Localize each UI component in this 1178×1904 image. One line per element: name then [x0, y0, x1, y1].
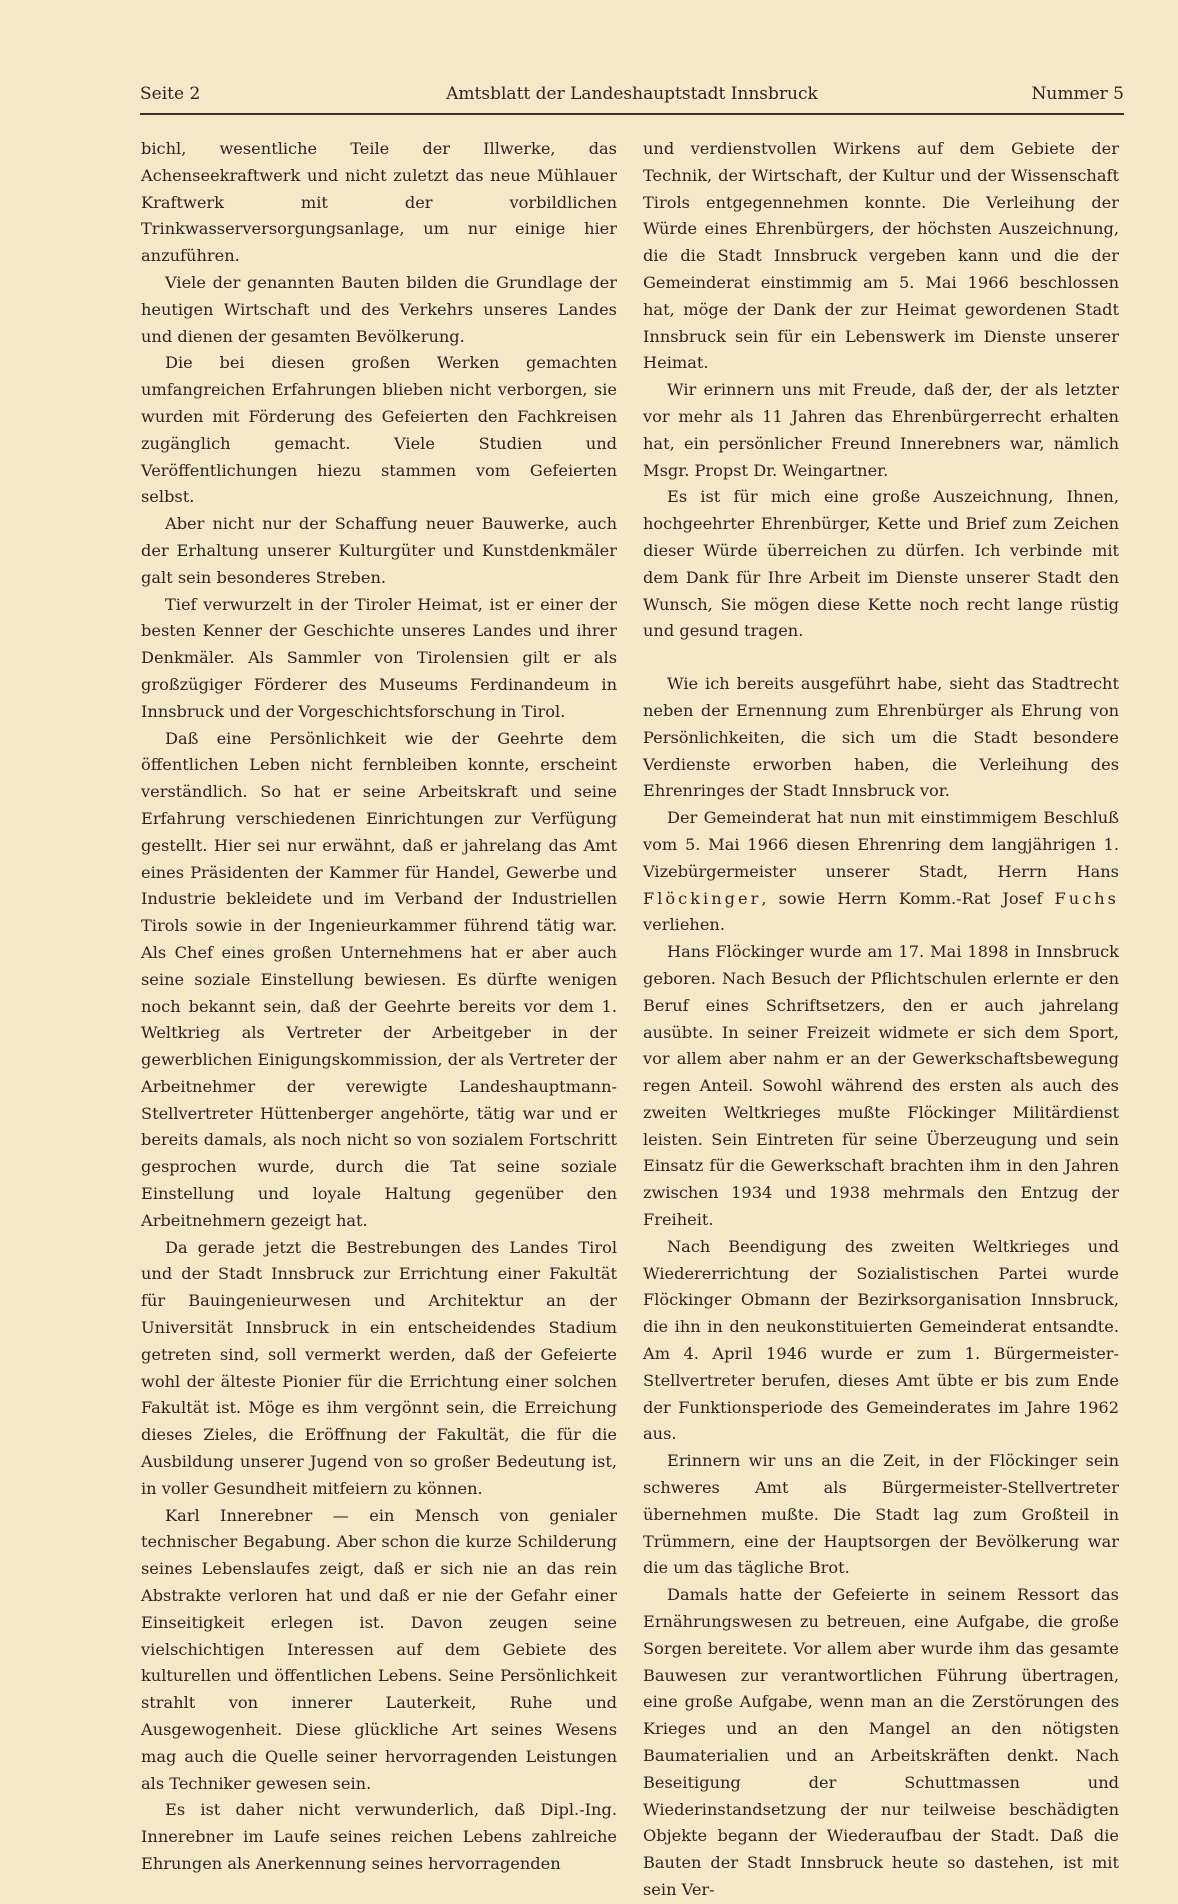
spaced-name: Flöckinger	[643, 888, 762, 908]
publication-title: Amtsblatt der Landeshauptstadt Innsbruck	[446, 84, 818, 104]
paragraph: Die bei diesen großen Werken gemachten umfangreichen Erfahrungen blieben nicht verborgen, sie wurden mit Förderung des Gefeierten den Fachkreisen zugänglich gemacht. Viele Studien und Veröffentlichungen hiezu stammen vom Gefeierten selbst.	[141, 353, 617, 507]
paragraph: Da gerade jetzt die Bestrebungen des Landes Tirol und der Stadt Innsbruck zur Errichtung einer Fakultät für Bauingenieurwesen und Architektur an der Universität Innsbruck in ein entscheidendes Stadium getreten sind, soll vermerkt werden, daß der Gefeierte wohl der älteste Pionier für die Errichtung einer solchen Fakultät ist. Möge es ihm vergönnt sein, die Erreichung dieses Zieles, die Eröffnung der Fakultät, die für die Ausbildung unserer Jugend von so großer Bedeutung ist, in voller Gesundheit mitfeiern zu können.	[141, 1237, 617, 1498]
paragraph: Es ist für mich eine große Auszeichnung, Ihnen, hochgeehrter Ehrenbürger, Kette und Brief zum Zeichen dieser Würde überreichen zu dürfen. Ich verbinde mit dem Dank für Ihre Arbeit im Dienste unserer Stadt den Wunsch, Sie mögen diese Kette noch recht lange rüstig und gesund tragen.	[643, 487, 1119, 641]
paragraph: und verdienstvollen Wirkens auf dem Gebiete der Technik, der Wirtschaft, der Kultur und der Wissenschaft Tirols entgegennehmen konnte. Die Verleihung der Würde eines Ehrenbürgers, der höchsten Auszeichnung, die die Stadt Innsbruck vergeben kann und die der Gemeinderat einstimmig am 5. Mai 1966 beschlossen hat, möge der Dank der zur Heimat gewordenen Stadt Innsbruck sein für ein Lebenswerk im Dienste unserer Heimat.	[643, 139, 1119, 373]
spaced-name: Fuchs	[1054, 888, 1119, 908]
text: Der Gemeinderat hat nun mit einstimmigem Beschluß vom 5. Mai 1966 diesen Ehrenring dem langjährigen 1. Vizebürgermeister unserer Stadt, Herrn Hans	[643, 808, 1119, 881]
paragraph: Tief verwurzelt in der Tiroler Heimat, ist er einer der besten Kenner der Geschichte unseres Landes und ihrer Denkmäler. Als Sammler von Tirolensien gilt er als großzügiger Förderer des Museums Ferdinandeum in Innsbruck und der Vorgeschichtsforschung in Tirol.	[141, 594, 617, 721]
paragraph: bichl, wesentliche Teile der Illwerke, das Achenseekraftwerk und nicht zuletzt das neue Mühlauer Kraftwerk mit der vorbildlichen Trinkwasserversorgungsanlage, um nur einige hier anzuführen.	[141, 139, 617, 266]
paragraph: Viele der genannten Bauten bilden die Grundlage der heutigen Wirtschaft und des Verkehrs unseres Landes und dienen der gesamten Bevölkerung.	[141, 272, 617, 346]
paragraph: Daß eine Persönlichkeit wie der Geehrte dem öffentlichen Leben nicht fernbleiben konnte, erscheint verständlich. So hat er seine Arbeitskraft und seine Erfahrung verschiedenen Einrichtungen zur Verfügung gestellt. Hier sei nur erwähnt, daß er jahrelang das Amt eines Präsidenten der Kammer für Handel, Gewerbe und Industrie bekleidete und im Verband der Industriellen Tirols sowie in der Ingenieurkammer führend tätig war. Als Chef eines großen Unternehmens hat er aber auch seine soziale Einstellung bewiesen. Es dürfte wenigen noch bekannt sein, daß der Geehrte bereits vor dem 1. Weltkrieg als Vertreter der Arbeitgeber in der gewerblichen Einigungskommission, der als Vertreter der Arbeitnehmer der verewigte Landeshauptmann-Stellvertreter Hüttenberger angehörte, tätig war und er bereits damals, als noch nicht so von sozialem Fortschritt gesprochen wurde, durch die Tat seine soziale Einstellung und loyale Haltung gegenüber den Arbeitnehmern gezeigt hat.	[141, 728, 617, 1230]
paragraph: Nach Beendigung des zweiten Weltkrieges und Wiedererrichtung der Sozialistischen Partei wurde Flöckinger Obmann der Bezirksorganisation Innsbruck, die ihn in den neukonstituierten Gemeinderat entsandte. Am 4. April 1946 wurde er zum 1. Bürgermeister-Stellvertreter berufen, dieses Amt übte er bis zum Ende der Funktionsperiode des Gemeinderates im Jahre 1962 aus.	[643, 1236, 1119, 1444]
header-rule	[140, 113, 1124, 115]
page-header	[140, 84, 1124, 112]
left-column	[141, 136, 617, 1878]
paragraph: Damals hatte der Gefeierte in seinem Ressort das Ernährungswesen zu betreuen, eine Aufgabe, die große Sorgen bereitete. Vor allem aber wurde ihm das gesamte Bauwesen zur verantwortlichen Führung übertragen, eine große Aufgabe, wenn man an die Zerstörungen des Krieges und an den Mangel an den nötigsten Baumaterialien und an Arbeitskräften denkt. Nach Beseitigung der Schuttmassen und Wiederinstandsetzung der nur teilweise beschädigten Objekte begann der Wiederaufbau der Stadt. Daß die Bauten der Stadt Innsbruck heute so dastehen, ist mit sein Ver-	[643, 1585, 1119, 1899]
paragraph: Hans Flöckinger wurde am 17. Mai 1898 in Innsbruck geboren. Nach Besuch der Pflichtschulen erlernte er den Beruf eines Schriftsetzers, den er auch jahrelang ausübte. In seiner Freizeit widmete er sich dem Sport, vor allem aber nahm er an der Gewerkschaftsbewegung regen Anteil. Sowohl während des ersten als auch des zweiten Weltkrieges mußte Flöckinger Militärdienst leisten. Sein Eintreten für seine Überzeugung und sein Einsatz für die Gewerkschaft brachten ihm in den Jahren zwischen 1934 und 1938 mehrmals den Entzug der Freiheit.	[643, 942, 1119, 1230]
paragraph: Wir erinnern uns mit Freude, daß der, der als letzter vor mehr als 11 Jahren das Ehrenbürgerrecht erhalten hat, ein persönlicher Freund Innerebners war, nämlich Msgr. Propst Dr. Weingartner.	[643, 380, 1119, 480]
paragraph: Es ist daher nicht verwunderlich, daß Dipl.-Ing. Innerebner im Laufe seines reichen Lebens zahlreiche Ehrungen als Anerkennung seines hervorragenden	[141, 1800, 617, 1873]
issue-number: Nummer 5	[1031, 84, 1124, 104]
paragraph: Karl Innerebner — ein Mensch von genialer technischer Begabung. Aber schon die kurze Schilderung seines Lebenslaufes zeigt, daß er sich nie an das rein Abstrakte verloren hat und daß er nie der Gefahr einer Einseitigkeit erlegen ist. Davon zeugen seine vielschichtigen Interessen auf dem Gebiete des kulturellen und öffentlichen Lebens. Seine Persönlichkeit strahlt von innerer Lauterkeit, Ruhe und Ausgewogenheit. Diese glückliche Art seines Wesens mag auch die Quelle seiner hervorragenden Leistungen als Techniker gewesen sein.	[141, 1505, 617, 1793]
paragraph: Wie ich bereits ausgeführt habe, sieht das Stadtrecht neben der Ernennung zum Ehrenbürger als Ehrung von Persönlichkeiten, die sich um die Stadt besondere Verdienste erworben haben, die Verleihung des Ehrenringes der Stadt Innsbruck vor.	[643, 674, 1119, 801]
paragraph: Aber nicht nur der Schaffung neuer Bauwerke, auch der Erhaltung unserer Kulturgüter und Kunstdenkmäler galt sein besonderes Streben.	[141, 514, 617, 587]
text: verliehen.	[643, 915, 725, 935]
text: , sowie Herrn Komm.-Rat Josef	[761, 888, 1055, 908]
paragraph	[643, 805, 1119, 939]
paragraph: Erinnern wir uns an die Zeit, in der Flöckinger sein schweres Amt als Bürgermeister-Stellvertreter übernehmen mußte. Die Stadt lag zum Großteil in Trümmern, eine der Hauptsorgen der Bevölkerung war die um das tägliche Brot.	[643, 1451, 1119, 1578]
page-number: Seite 2	[140, 84, 201, 104]
right-column	[643, 136, 1119, 1904]
